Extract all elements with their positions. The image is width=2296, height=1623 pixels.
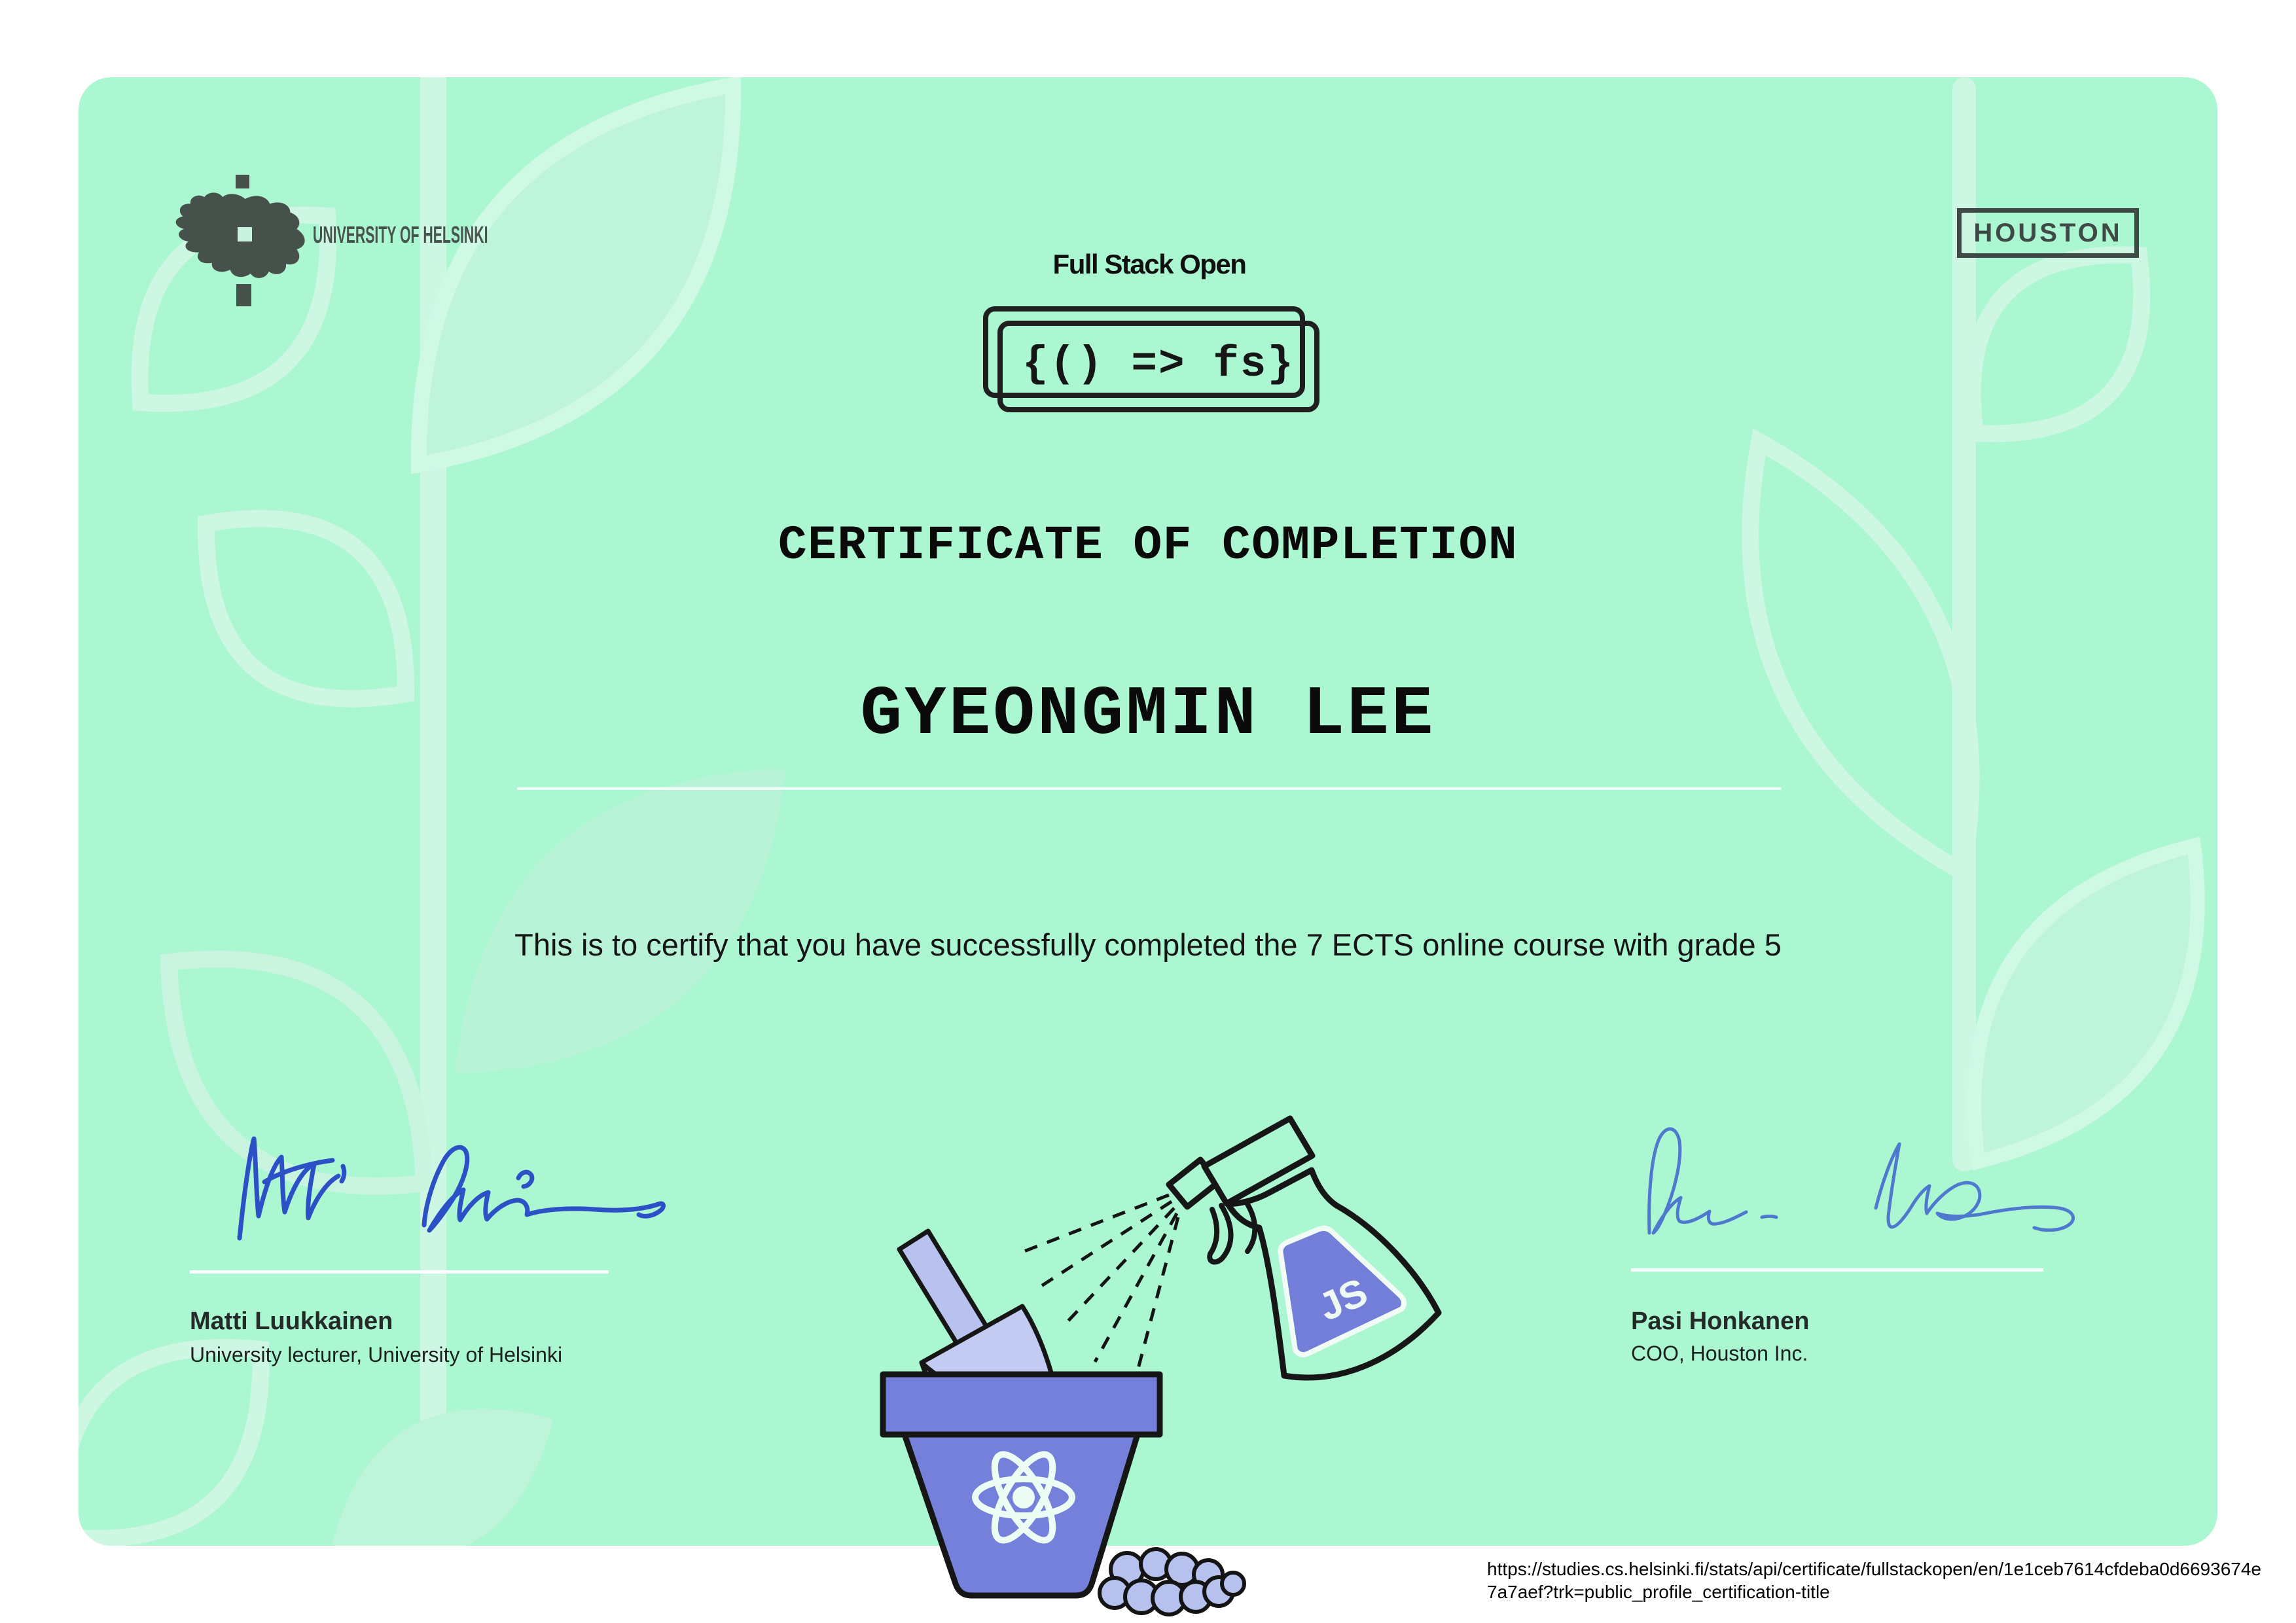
spray-dashes-icon (1024, 1195, 1178, 1381)
fullstackopen-logo-code: {() => fs} (1022, 340, 1295, 389)
signatory-role-left: University lecturer, University of Helsinki (190, 1343, 563, 1366)
signatory-name-left: Matti Luukkainen (190, 1308, 393, 1335)
certificate-title: CERTIFICATE OF COMPLETION (778, 518, 1518, 573)
seeds-icon (1100, 1549, 1244, 1614)
react-atom-core (1013, 1486, 1035, 1508)
js-flask-label: JS (1312, 1270, 1374, 1330)
houston-logo-label: HOUSTON (1973, 218, 2123, 247)
signatory-name-right: Pasi Honkanen (1631, 1308, 1810, 1335)
certificate-url: https://studies.cs.helsinki.fi/stats/api/certificate/fullstackopen/en/1e1ceb7614cfdeba0d6693674e7a7aef?trk=public_profile_certification-title (1487, 1559, 2261, 1602)
certificate-statement: This is to certify that you have successfully completed the 7 ECTS online course with grade 5 (514, 927, 1782, 962)
recipient-name: GYEONGMIN LEE (860, 675, 1436, 754)
program-name: Full Stack Open (1052, 249, 1246, 279)
university-logo-label: UNIVERSITY OF HELSINKI (313, 221, 488, 248)
signatory-role-right: COO, Houston Inc. (1631, 1342, 1808, 1365)
